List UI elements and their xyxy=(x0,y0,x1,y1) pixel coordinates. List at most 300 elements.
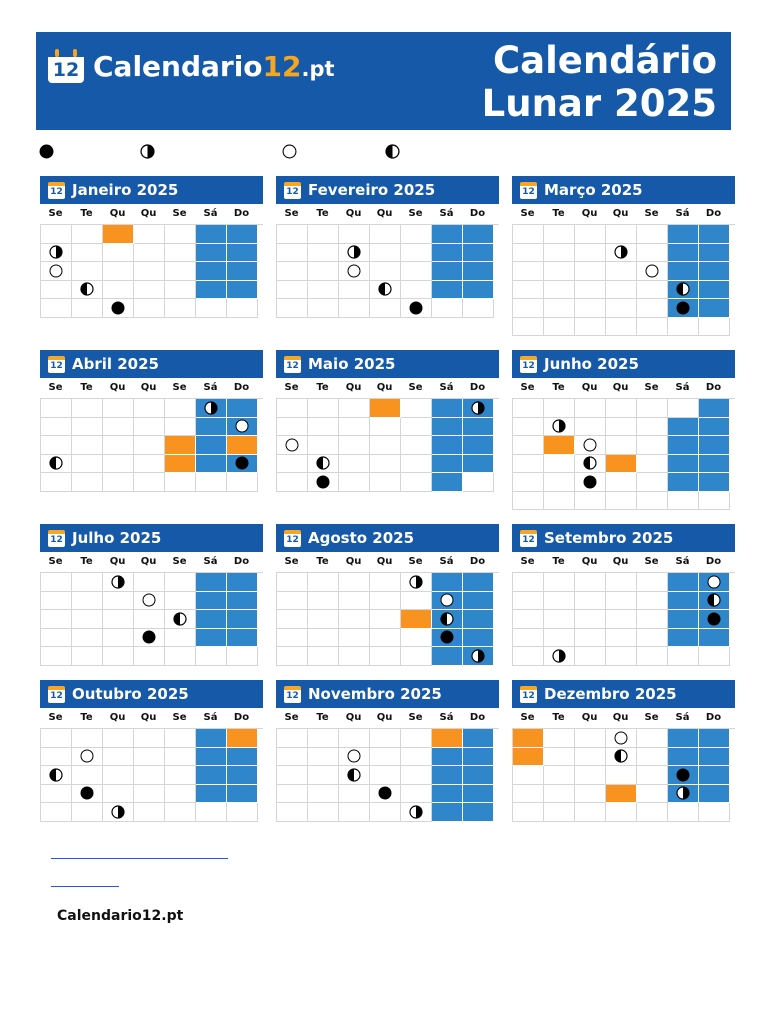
day-cell xyxy=(370,748,401,767)
day-cell xyxy=(134,629,165,648)
day-cell xyxy=(463,262,494,281)
month-header xyxy=(40,350,263,378)
weekday-label: Se xyxy=(520,382,535,393)
empty-day-cell xyxy=(227,473,258,492)
week-row xyxy=(513,399,735,418)
day-cell xyxy=(575,299,606,318)
page-header xyxy=(36,32,731,130)
day-cell xyxy=(196,244,227,263)
day-cell xyxy=(463,281,494,300)
full-moon-icon xyxy=(645,264,659,278)
weekday-label: Do xyxy=(705,382,722,393)
weekday-label: Qu xyxy=(140,208,157,219)
calendar-icon xyxy=(284,356,301,373)
day-cell xyxy=(606,473,637,492)
day-cell xyxy=(544,729,575,748)
day-cell xyxy=(401,766,432,785)
day-cell xyxy=(72,629,103,648)
weekday-label: Te xyxy=(552,556,565,567)
day-cell xyxy=(134,436,165,455)
full-moon-icon xyxy=(285,438,299,452)
day-cell xyxy=(339,299,370,318)
month-header xyxy=(512,680,735,708)
day-cell xyxy=(41,262,72,281)
day-cell xyxy=(432,455,463,474)
day-cell xyxy=(668,766,699,785)
new-moon-icon xyxy=(583,475,597,489)
day-cell xyxy=(637,418,668,437)
empty-day-cell xyxy=(41,399,72,418)
day-cell xyxy=(134,610,165,629)
day-cell xyxy=(308,473,339,492)
day-cell xyxy=(513,492,544,511)
day-cell xyxy=(41,592,72,611)
day-cell xyxy=(227,399,258,418)
day-cell xyxy=(227,436,258,455)
weekday-label: Qu xyxy=(581,382,598,393)
weekday-label: Sá xyxy=(675,712,690,723)
day-cell xyxy=(699,281,730,300)
weekday-label: Qu xyxy=(376,382,393,393)
weekday-label: Do xyxy=(469,712,486,723)
calendar-icon-number: 12 xyxy=(50,360,63,371)
weekday-label: Te xyxy=(80,382,93,393)
day-cell xyxy=(277,629,308,648)
day-cell xyxy=(227,610,258,629)
week-row xyxy=(41,225,263,244)
month-header xyxy=(276,680,499,708)
day-cell xyxy=(41,803,72,822)
day-cell xyxy=(668,610,699,629)
month-header xyxy=(276,350,499,378)
week-row xyxy=(41,647,263,666)
day-cell xyxy=(196,262,227,281)
day-cell xyxy=(544,244,575,263)
day-cell xyxy=(134,766,165,785)
day-cell xyxy=(463,748,494,767)
day-cell xyxy=(134,262,165,281)
day-cell xyxy=(196,225,227,244)
day-cell xyxy=(227,766,258,785)
day-cell xyxy=(432,436,463,455)
day-cell xyxy=(668,262,699,281)
weekday-header xyxy=(40,708,263,728)
month-header xyxy=(276,176,499,204)
day-cell xyxy=(103,455,134,474)
weekday-label: Qu xyxy=(612,208,629,219)
week-row xyxy=(41,244,263,263)
day-cell xyxy=(41,647,72,666)
empty-day-cell xyxy=(370,225,401,244)
month-title: Janeiro 2025 xyxy=(72,181,179,199)
empty-day-cell xyxy=(339,399,370,418)
new-moon-icon xyxy=(440,630,454,644)
day-cell xyxy=(370,399,401,418)
empty-day-cell xyxy=(339,729,370,748)
day-cell xyxy=(103,610,134,629)
day-cell xyxy=(463,729,494,748)
calendar-icon xyxy=(520,686,537,703)
day-cell xyxy=(668,436,699,455)
empty-day-cell xyxy=(308,573,339,592)
day-cell xyxy=(606,729,637,748)
legend-first-quarter-icon xyxy=(140,144,155,163)
week-row xyxy=(277,418,499,437)
day-cell xyxy=(103,244,134,263)
day-cell xyxy=(513,803,544,822)
day-cell xyxy=(401,418,432,437)
day-cell xyxy=(637,729,668,748)
day-cell xyxy=(668,748,699,767)
day-cell xyxy=(370,262,401,281)
month-day-grid xyxy=(276,398,499,492)
month-calendar xyxy=(40,176,263,318)
weekday-label: Do xyxy=(705,712,722,723)
weekday-label: Qu xyxy=(581,712,598,723)
empty-day-cell xyxy=(401,729,432,748)
day-cell xyxy=(637,262,668,281)
day-cell xyxy=(432,244,463,263)
day-cell xyxy=(370,436,401,455)
week-row xyxy=(513,318,735,337)
day-cell xyxy=(463,803,494,822)
day-cell xyxy=(196,455,227,474)
calendar-icon xyxy=(48,182,65,199)
empty-day-cell xyxy=(637,225,668,244)
week-row xyxy=(513,803,735,822)
week-row xyxy=(277,573,499,592)
day-cell xyxy=(463,436,494,455)
month-title: Abril 2025 xyxy=(72,355,159,373)
month-header xyxy=(276,524,499,552)
day-cell xyxy=(606,299,637,318)
last-quarter-icon xyxy=(676,282,690,296)
day-cell xyxy=(339,766,370,785)
day-cell xyxy=(134,647,165,666)
footer-link-1[interactable] xyxy=(51,858,228,859)
weekday-label: Te xyxy=(316,556,329,567)
calendar-icon-number: 12 xyxy=(286,186,299,197)
day-cell xyxy=(432,473,463,492)
day-cell xyxy=(575,803,606,822)
week-row xyxy=(513,629,735,648)
day-cell xyxy=(134,455,165,474)
day-cell xyxy=(637,785,668,804)
day-cell xyxy=(277,803,308,822)
day-cell xyxy=(513,436,544,455)
day-cell xyxy=(134,803,165,822)
weekday-label: Do xyxy=(233,712,250,723)
empty-day-cell xyxy=(196,647,227,666)
week-row xyxy=(41,729,263,748)
empty-day-cell xyxy=(606,225,637,244)
empty-day-cell xyxy=(606,803,637,822)
day-cell xyxy=(134,592,165,611)
day-cell xyxy=(668,455,699,474)
day-cell xyxy=(401,785,432,804)
day-cell xyxy=(41,629,72,648)
calendar-icon-number: 12 xyxy=(286,690,299,701)
day-cell xyxy=(513,299,544,318)
day-cell xyxy=(370,610,401,629)
day-cell xyxy=(606,610,637,629)
day-cell xyxy=(103,418,134,437)
week-row xyxy=(277,436,499,455)
day-cell xyxy=(432,610,463,629)
month-day-grid xyxy=(40,728,263,822)
empty-day-cell xyxy=(227,803,258,822)
empty-day-cell xyxy=(544,399,575,418)
empty-day-cell xyxy=(699,803,730,822)
weekday-label: Sá xyxy=(439,556,454,567)
empty-day-cell xyxy=(432,299,463,318)
day-cell xyxy=(277,592,308,611)
empty-day-cell xyxy=(370,573,401,592)
day-cell xyxy=(606,785,637,804)
day-cell xyxy=(103,436,134,455)
empty-day-cell xyxy=(134,473,165,492)
empty-day-cell xyxy=(277,573,308,592)
week-row xyxy=(513,262,735,281)
week-row xyxy=(277,299,499,318)
calendar-icon-number: 12 xyxy=(50,690,63,701)
empty-day-cell xyxy=(308,225,339,244)
empty-day-cell xyxy=(637,318,668,337)
day-cell xyxy=(637,281,668,300)
weekday-label: Do xyxy=(469,208,486,219)
full-moon-icon xyxy=(707,575,721,589)
week-row xyxy=(277,803,499,822)
day-cell xyxy=(165,299,196,318)
day-cell xyxy=(308,262,339,281)
day-cell xyxy=(277,785,308,804)
weekday-label: Sá xyxy=(203,556,218,567)
new-moon-icon xyxy=(676,768,690,782)
day-cell xyxy=(544,299,575,318)
weekday-label: Sá xyxy=(439,712,454,723)
weekday-label: Se xyxy=(48,556,63,567)
day-cell xyxy=(513,455,544,474)
week-row xyxy=(513,455,735,474)
day-cell xyxy=(41,436,72,455)
calendar-icon-number: 12 xyxy=(50,186,63,197)
day-cell xyxy=(41,766,72,785)
day-cell xyxy=(432,647,463,666)
weekday-label: Se xyxy=(48,712,63,723)
weekday-label: Qu xyxy=(140,382,157,393)
day-cell xyxy=(575,281,606,300)
day-cell xyxy=(544,803,575,822)
month-day-grid xyxy=(512,398,735,510)
day-cell xyxy=(370,647,401,666)
day-cell xyxy=(72,647,103,666)
day-cell xyxy=(277,647,308,666)
week-row xyxy=(41,748,263,767)
last-quarter-icon xyxy=(80,282,94,296)
day-cell xyxy=(227,418,258,437)
week-row xyxy=(277,748,499,767)
day-cell xyxy=(134,399,165,418)
weekday-label: Se xyxy=(408,382,423,393)
page-title xyxy=(482,39,717,125)
empty-day-cell xyxy=(606,492,637,511)
legend-full-moon-icon xyxy=(282,144,297,163)
full-moon-icon xyxy=(142,593,156,607)
month-calendar xyxy=(512,176,735,336)
legend-new-moon-icon xyxy=(39,144,54,163)
day-cell xyxy=(370,473,401,492)
month-calendar xyxy=(40,350,263,492)
week-row xyxy=(513,766,735,785)
weekday-label: Do xyxy=(469,556,486,567)
calendar-icon xyxy=(520,356,537,373)
day-cell xyxy=(432,592,463,611)
day-cell xyxy=(196,418,227,437)
month-title: Setembro 2025 xyxy=(544,529,674,547)
day-cell xyxy=(637,244,668,263)
empty-day-cell xyxy=(339,573,370,592)
day-cell xyxy=(513,473,544,492)
day-cell xyxy=(72,455,103,474)
day-cell xyxy=(196,748,227,767)
day-cell xyxy=(134,573,165,592)
day-cell xyxy=(606,418,637,437)
moon-phase-legend xyxy=(0,144,768,160)
weekday-label: Do xyxy=(469,382,486,393)
week-row xyxy=(513,418,735,437)
week-row xyxy=(41,766,263,785)
weekday-label: Sá xyxy=(675,382,690,393)
weekday-label: Qu xyxy=(345,208,362,219)
day-cell xyxy=(637,573,668,592)
empty-day-cell xyxy=(277,399,308,418)
weekday-label: Sá xyxy=(203,712,218,723)
weekday-label: Qu xyxy=(109,712,126,723)
weekday-label: Qu xyxy=(109,208,126,219)
day-cell xyxy=(668,592,699,611)
weekday-label: Qu xyxy=(376,556,393,567)
day-cell xyxy=(401,629,432,648)
weekday-label: Sá xyxy=(203,382,218,393)
day-cell xyxy=(668,225,699,244)
calendar-icon xyxy=(48,530,65,547)
day-cell xyxy=(308,281,339,300)
month-day-grid xyxy=(40,572,263,666)
month-calendar xyxy=(512,680,735,822)
first-quarter-icon xyxy=(409,575,423,589)
week-row xyxy=(513,299,735,318)
weekday-label: Qu xyxy=(612,556,629,567)
day-cell xyxy=(165,262,196,281)
empty-day-cell xyxy=(637,647,668,666)
site-logo[interactable] xyxy=(48,48,335,84)
empty-day-cell xyxy=(544,318,575,337)
empty-day-cell xyxy=(606,399,637,418)
day-cell xyxy=(134,281,165,300)
day-cell xyxy=(544,262,575,281)
day-cell xyxy=(513,318,544,337)
logo-text xyxy=(93,50,335,83)
weekday-label: Se xyxy=(644,208,659,219)
footer-link-2[interactable] xyxy=(51,886,119,887)
day-cell xyxy=(165,225,196,244)
week-row xyxy=(41,592,263,611)
day-cell xyxy=(370,299,401,318)
day-cell xyxy=(339,473,370,492)
day-cell xyxy=(227,748,258,767)
day-cell xyxy=(277,436,308,455)
day-cell xyxy=(432,729,463,748)
day-cell xyxy=(463,399,494,418)
day-cell xyxy=(165,748,196,767)
day-cell xyxy=(432,785,463,804)
day-cell xyxy=(668,281,699,300)
month-header xyxy=(512,176,735,204)
weekday-label: Se xyxy=(284,712,299,723)
first-quarter-icon xyxy=(111,805,125,819)
first-quarter-icon xyxy=(614,245,628,259)
weekday-header xyxy=(276,708,499,728)
month-title: Julho 2025 xyxy=(72,529,162,547)
week-row xyxy=(277,225,499,244)
day-cell xyxy=(606,766,637,785)
week-row xyxy=(41,573,263,592)
weekday-label: Te xyxy=(80,556,93,567)
month-day-grid xyxy=(276,572,499,666)
calendar-logo-icon xyxy=(48,49,84,83)
month-calendar xyxy=(276,176,499,318)
last-quarter-icon xyxy=(173,612,187,626)
day-cell xyxy=(339,610,370,629)
first-quarter-icon xyxy=(409,805,423,819)
day-cell xyxy=(544,610,575,629)
week-row xyxy=(277,473,499,492)
first-quarter-icon xyxy=(49,245,63,259)
day-cell xyxy=(544,455,575,474)
day-cell xyxy=(668,729,699,748)
day-cell xyxy=(41,244,72,263)
day-cell xyxy=(606,592,637,611)
day-cell xyxy=(699,573,730,592)
logo-word: Calendario xyxy=(93,49,263,83)
day-cell xyxy=(72,592,103,611)
day-cell xyxy=(668,785,699,804)
weekday-label: Qu xyxy=(612,382,629,393)
day-cell xyxy=(513,418,544,437)
day-cell xyxy=(637,436,668,455)
weekday-header xyxy=(276,552,499,572)
weekday-label: Se xyxy=(520,712,535,723)
empty-day-cell xyxy=(575,647,606,666)
full-moon-icon xyxy=(583,438,597,452)
weekday-label: Te xyxy=(552,208,565,219)
day-cell xyxy=(463,225,494,244)
day-cell xyxy=(227,262,258,281)
day-cell xyxy=(196,436,227,455)
day-cell xyxy=(575,244,606,263)
day-cell xyxy=(606,748,637,767)
day-cell xyxy=(699,399,730,418)
empty-day-cell xyxy=(699,318,730,337)
day-cell xyxy=(339,418,370,437)
month-calendar xyxy=(276,350,499,492)
day-cell xyxy=(103,629,134,648)
day-cell xyxy=(401,803,432,822)
empty-day-cell xyxy=(575,225,606,244)
month-title: Agosto 2025 xyxy=(308,529,415,547)
month-day-grid xyxy=(512,224,735,336)
calendar-icon xyxy=(520,182,537,199)
